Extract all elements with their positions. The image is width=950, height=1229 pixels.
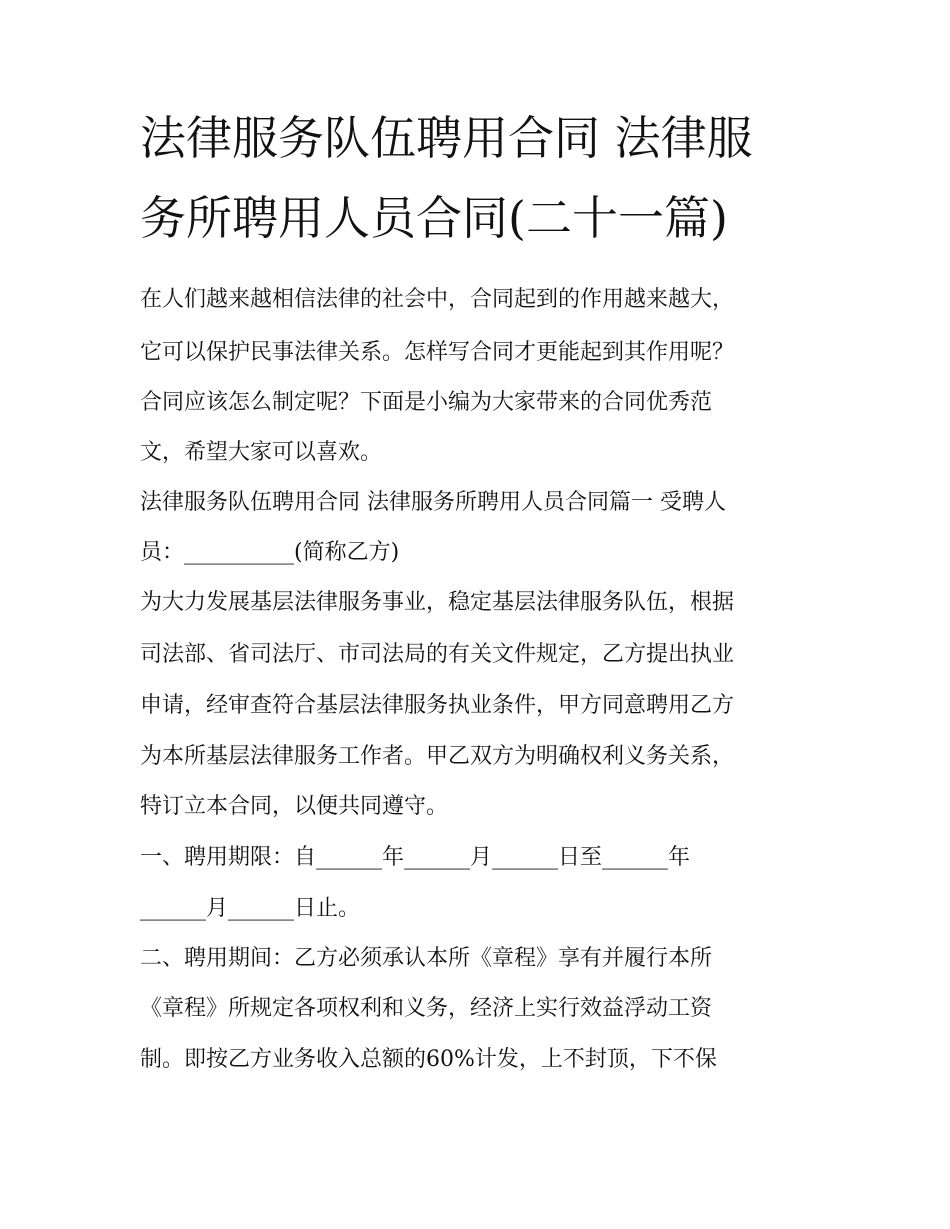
paragraph-line: 一、聘用期限：自______年______月______日至______年	[140, 845, 691, 870]
paragraph-line: 它可以保护民事法律关系。怎样写合同才更能起到其作用呢？	[140, 340, 735, 365]
paragraph-line: 司法部、省司法厅、市司法局的有关文件规定，乙方提出执业	[140, 642, 735, 667]
paragraph-line: 二、聘用期间：乙方必须承认本所《章程》享有并履行本所	[140, 946, 713, 971]
document-title	[140, 112, 820, 272]
paragraph-line: 员：__________(简称乙方)	[140, 540, 400, 565]
paragraph-line: 为大力发展基层法律服务事业，稳定基层法律服务队伍，根据	[140, 590, 735, 615]
paragraph-line: 在人们越来越相信法律的社会中，合同起到的作用越来越大，	[140, 287, 735, 312]
title-line: 法律服务队伍聘用合同 法律服	[140, 111, 753, 165]
paragraph-line: ______月______日止。	[140, 896, 361, 921]
paragraph-line: 文，希望大家可以喜欢。	[140, 440, 383, 465]
title-line: 务所聘用人员合同(二十一篇)	[140, 191, 728, 245]
paragraph-line: 制。即按乙方业务收入总额的60%计发，上不封顶，下不保	[140, 1047, 717, 1072]
paragraph-line: 为本所基层法律服务工作者。甲乙双方为明确权利义务关系，	[140, 744, 735, 769]
paragraph-line: 《章程》所规定各项权利和义务，经济上实行效益浮动工资	[140, 996, 713, 1021]
paragraph-line: 申请，经审查符合基层法律服务执业条件，甲方同意聘用乙方	[140, 693, 735, 718]
paragraph-line: 特订立本合同，以便共同遵守。	[140, 794, 449, 819]
paragraph-line: 合同应该怎么制定呢？下面是小编为大家带来的合同优秀范	[140, 390, 713, 415]
paragraph-line: 法律服务队伍聘用合同 法律服务所聘用人员合同篇一 受聘人	[140, 490, 726, 515]
